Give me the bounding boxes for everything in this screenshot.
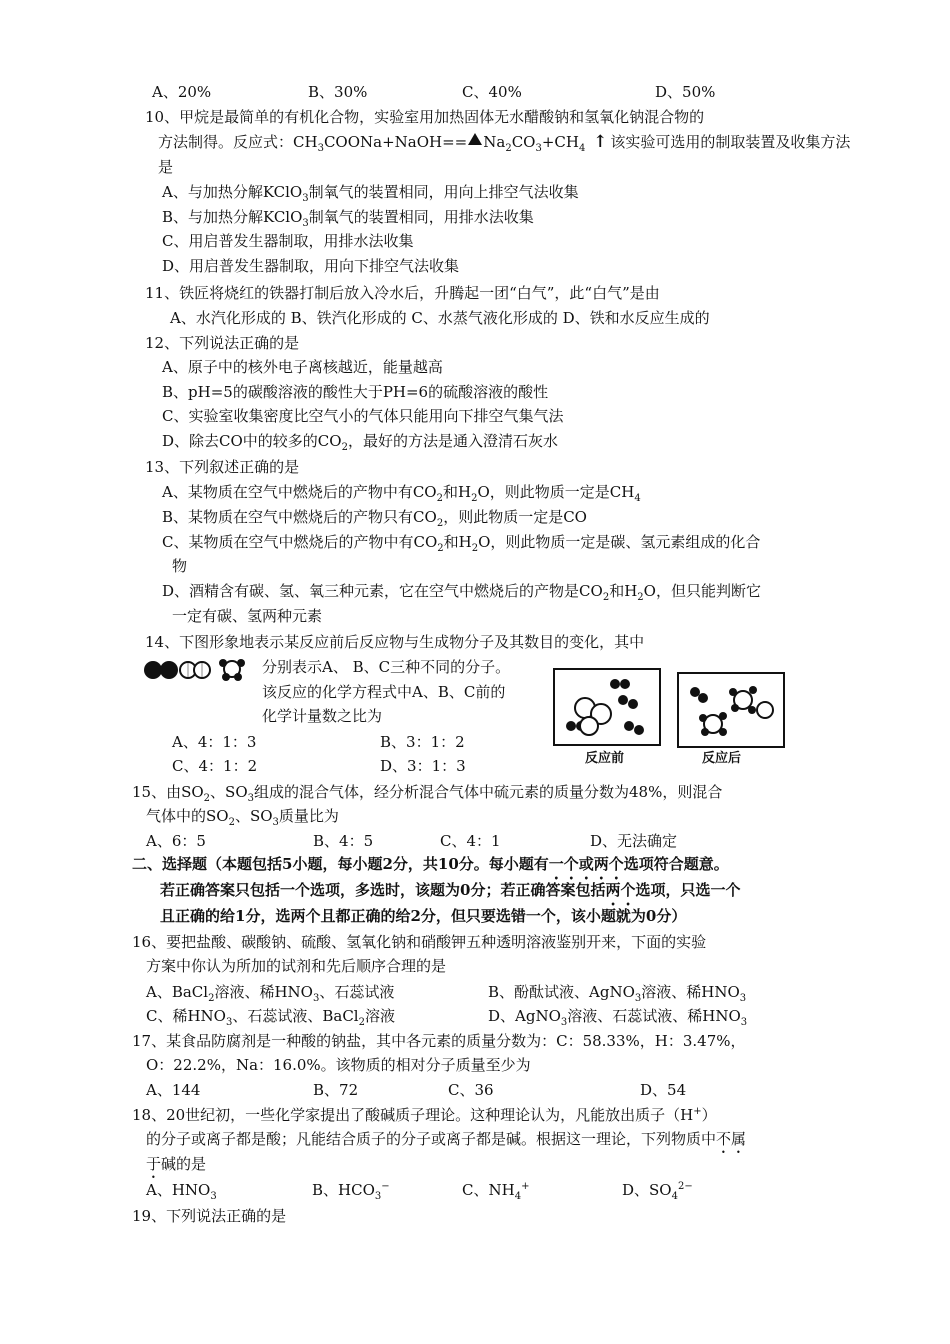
q19-stem: 19、下列说法正确的是 [132, 1207, 287, 1225]
molecule-a-icon [144, 661, 178, 679]
q10-option-c: C、用启普发生器制取，用排水法收集 [162, 232, 414, 250]
q14-option-b: B、3：1：2 [380, 733, 465, 751]
molecule-legend [140, 655, 260, 685]
q12-option-d: D、除去CO中的较多的$CO_2$，最好的方法是通入澄清石灰水 [162, 432, 558, 453]
q18-option-c: C、$NH_4^+$ [462, 1181, 530, 1202]
section2-header-line2: 若正确答案只包括一个选项，多选时，该题为0分；若正确答案包括两个选项，只选一个 [160, 881, 741, 899]
molecule-a-icon [618, 695, 638, 709]
q13-stem: 13、下列叙述正确的是 [145, 458, 300, 476]
q16-option-c: C、稀$HNO_3$、石蕊试液、BaCl$_2$溶液 [146, 1007, 395, 1028]
molecule-c-icon [729, 686, 757, 714]
q16-option-b: B、酚酞试液、AgNO$_3$溶液、稀$HNO_3$ [488, 983, 747, 1004]
molecule-a-icon [624, 721, 644, 735]
q15-option-a: A、6：5 [146, 832, 206, 850]
after-reaction-box [677, 672, 785, 748]
q18-stem-line1: 18、20世纪初，一些化学家提出了酸碱质子理论。这种理论认为，凡能放出质子（H+） [132, 1106, 717, 1124]
q16-option-d: D、AgNO$_3$溶液、石蕊试液、稀$HNO_3$ [488, 1007, 748, 1028]
molecule-b-icon [580, 717, 598, 735]
molecule-a-icon [610, 679, 630, 689]
q10-option-a: A、与加热分解KClO$_3$制氧气的装置相同，用向上排空气法收集 [162, 183, 579, 204]
q16-stem-line2: 方案中你认为所加的试剂和先后顺序合理的是 [146, 957, 447, 975]
molecule-c-icon [219, 659, 245, 681]
q17-option-b: B、72 [313, 1081, 359, 1099]
q18-option-a: A、$HNO_3$ [146, 1181, 217, 1202]
q9-option-c: C、40% [462, 83, 522, 101]
molecule-c-icon [699, 712, 727, 736]
q11-options: A、水汽化形成的 B、铁汽化形成的 C、水蒸气液化形成的 D、铁和水反应生成的 [170, 309, 710, 327]
q13-option-b: B、某物质在空气中燃烧后的产物只有$CO_2$，则此物质一定是CO [162, 508, 587, 529]
q18-option-d: D、$SO_4^{2-}$ [622, 1181, 693, 1202]
molecule-b-icon [180, 662, 210, 678]
q13-option-d-cont: 一定有碳、氢两种元素 [172, 607, 323, 625]
q17-option-d: D、54 [640, 1081, 687, 1099]
q15-option-c: C、4：1 [440, 832, 501, 850]
q17-option-c: C、36 [448, 1081, 494, 1099]
q12-option-b: B、pH=5的碳酸溶液的酸性大于PH=6的硫酸溶液的酸性 [162, 383, 549, 401]
q16-stem-line1: 16、要把盐酸、碳酸钠、硫酸、氢氧化钠和硝酸钾五种透明溶液鉴别开来，下面的实验 [132, 933, 707, 951]
q15-stem-line2: 气体中的$SO_2$、$SO_3$质量比为 [146, 807, 339, 828]
q14-line4: 化学计量数之比为 [262, 707, 383, 725]
section2-header-line3: 且正确的给1分，选两个且都正确的给2分，但只要选错一个，该小题就为0分） [160, 907, 687, 925]
q13-option-d: D、酒精含有碳、氢、氧三种元素，它在空气中燃烧后的产物是$CO_2$和$H_2O$，但只能判断它 [162, 582, 761, 603]
q14-line2: 分别表示A、 B、C三种不同的分子。 [262, 658, 511, 676]
q9-option-b: B、30% [308, 83, 368, 101]
q9-option-d: D、50% [655, 83, 716, 101]
q17-stem-line2: O：22.2%，Na：16.0%。该物质的相对分子质量至少为 [146, 1056, 531, 1074]
q17-option-a: A、144 [146, 1081, 201, 1099]
after-reaction-label: 反应后 [702, 751, 742, 766]
q10-stem-line1: 10、甲烷是最简单的有机化合物，实验室用加热固体无水醋酸钠和氢氧化钠混合物的 [145, 108, 705, 126]
q14-option-c: C、4：1：2 [172, 757, 258, 775]
q10-option-d: D、用启普发生器制取，用向下排空气法收集 [162, 257, 460, 275]
q14-stem: 14、下图形象地表示某反应前后反应物与生成物分子及其数目的变化，其中 [145, 633, 645, 651]
q18-stem-line3: 于碱的是 [146, 1155, 207, 1173]
q14-line3: 该反应的化学方程式中A、B、C前的 [262, 683, 506, 701]
q13-option-c-cont: 物 [172, 557, 188, 575]
q12-option-a: A、原子中的核外电子离核越近，能量越高 [162, 358, 443, 376]
q16-option-a: A、BaCl$_2$溶液、稀$HNO_3$、石蕊试液 [146, 983, 395, 1004]
section2-header-line1: 二、选择题（本题包括5小题，每小题2分，共10分。每小题有一个或两个选项符合题意。 [132, 855, 729, 873]
after-molecules [679, 674, 783, 746]
q15-stem-line1: 15、由$SO_2$、$SO_3$组成的混合气体，经分析混合气体中硫元素的质量分数为48%，则混合 [132, 783, 723, 804]
q14-option-a: A、4：1：3 [172, 733, 257, 751]
before-reaction-label: 反应前 [585, 751, 625, 766]
q14-option-d: D、3：1：3 [380, 757, 466, 775]
q9-option-a: A、20% [152, 83, 212, 101]
before-molecules [555, 670, 659, 744]
q15-option-b: B、4：5 [313, 832, 374, 850]
q12-stem: 12、下列说法正确的是 [145, 334, 300, 352]
q18-option-b: B、$HCO_3^-$ [312, 1181, 390, 1202]
molecule-b-icon [757, 702, 773, 718]
q13-option-c: C、某物质在空气中燃烧后的产物中有$CO_2$和$H_2O$，则此物质一定是碳、氢元素组成的化合 [162, 533, 761, 554]
q12-option-c: C、实验室收集密度比空气小的气体只能用向下排空气集气法 [162, 407, 564, 425]
q11-stem: 11、铁匠将烧红的铁器打制后放入冷水后，升腾起一团“白气”，此“白气”是由 [145, 284, 660, 302]
before-reaction-box [553, 668, 661, 746]
heat-triangle-icon [468, 133, 482, 145]
q13-option-a: A、某物质在空气中燃烧后的产物中有$CO_2$和$H_2O$，则此物质一定是$CH_4$ [162, 483, 641, 504]
q18-stem-line2: 的分子或离子都是酸；凡能结合质子的分子或离子都是碱。根据这一理论，下列物质中不属 [146, 1130, 747, 1148]
q10-option-b: B、与加热分解KClO$_3$制氧气的装置相同，用排水法收集 [162, 208, 534, 229]
q17-stem-line1: 17、某食品防腐剂是一种酸的钠盐，其中各元素的质量分数为：C：58.33%，H：3.47%， [132, 1032, 746, 1050]
q15-option-d: D、无法确定 [590, 832, 678, 850]
gas-up-arrow-icon: ↑ [593, 132, 608, 152]
q10-stem-line2: 方法制得。反应式：$CH_3COONa+NaOH== Na_2CO_3+CH_4$ ↑ 该实验可选用的制取装置及收集方法 [158, 132, 851, 154]
molecule-a-icon [690, 687, 708, 703]
q10-stem-line3: 是 [158, 158, 174, 176]
